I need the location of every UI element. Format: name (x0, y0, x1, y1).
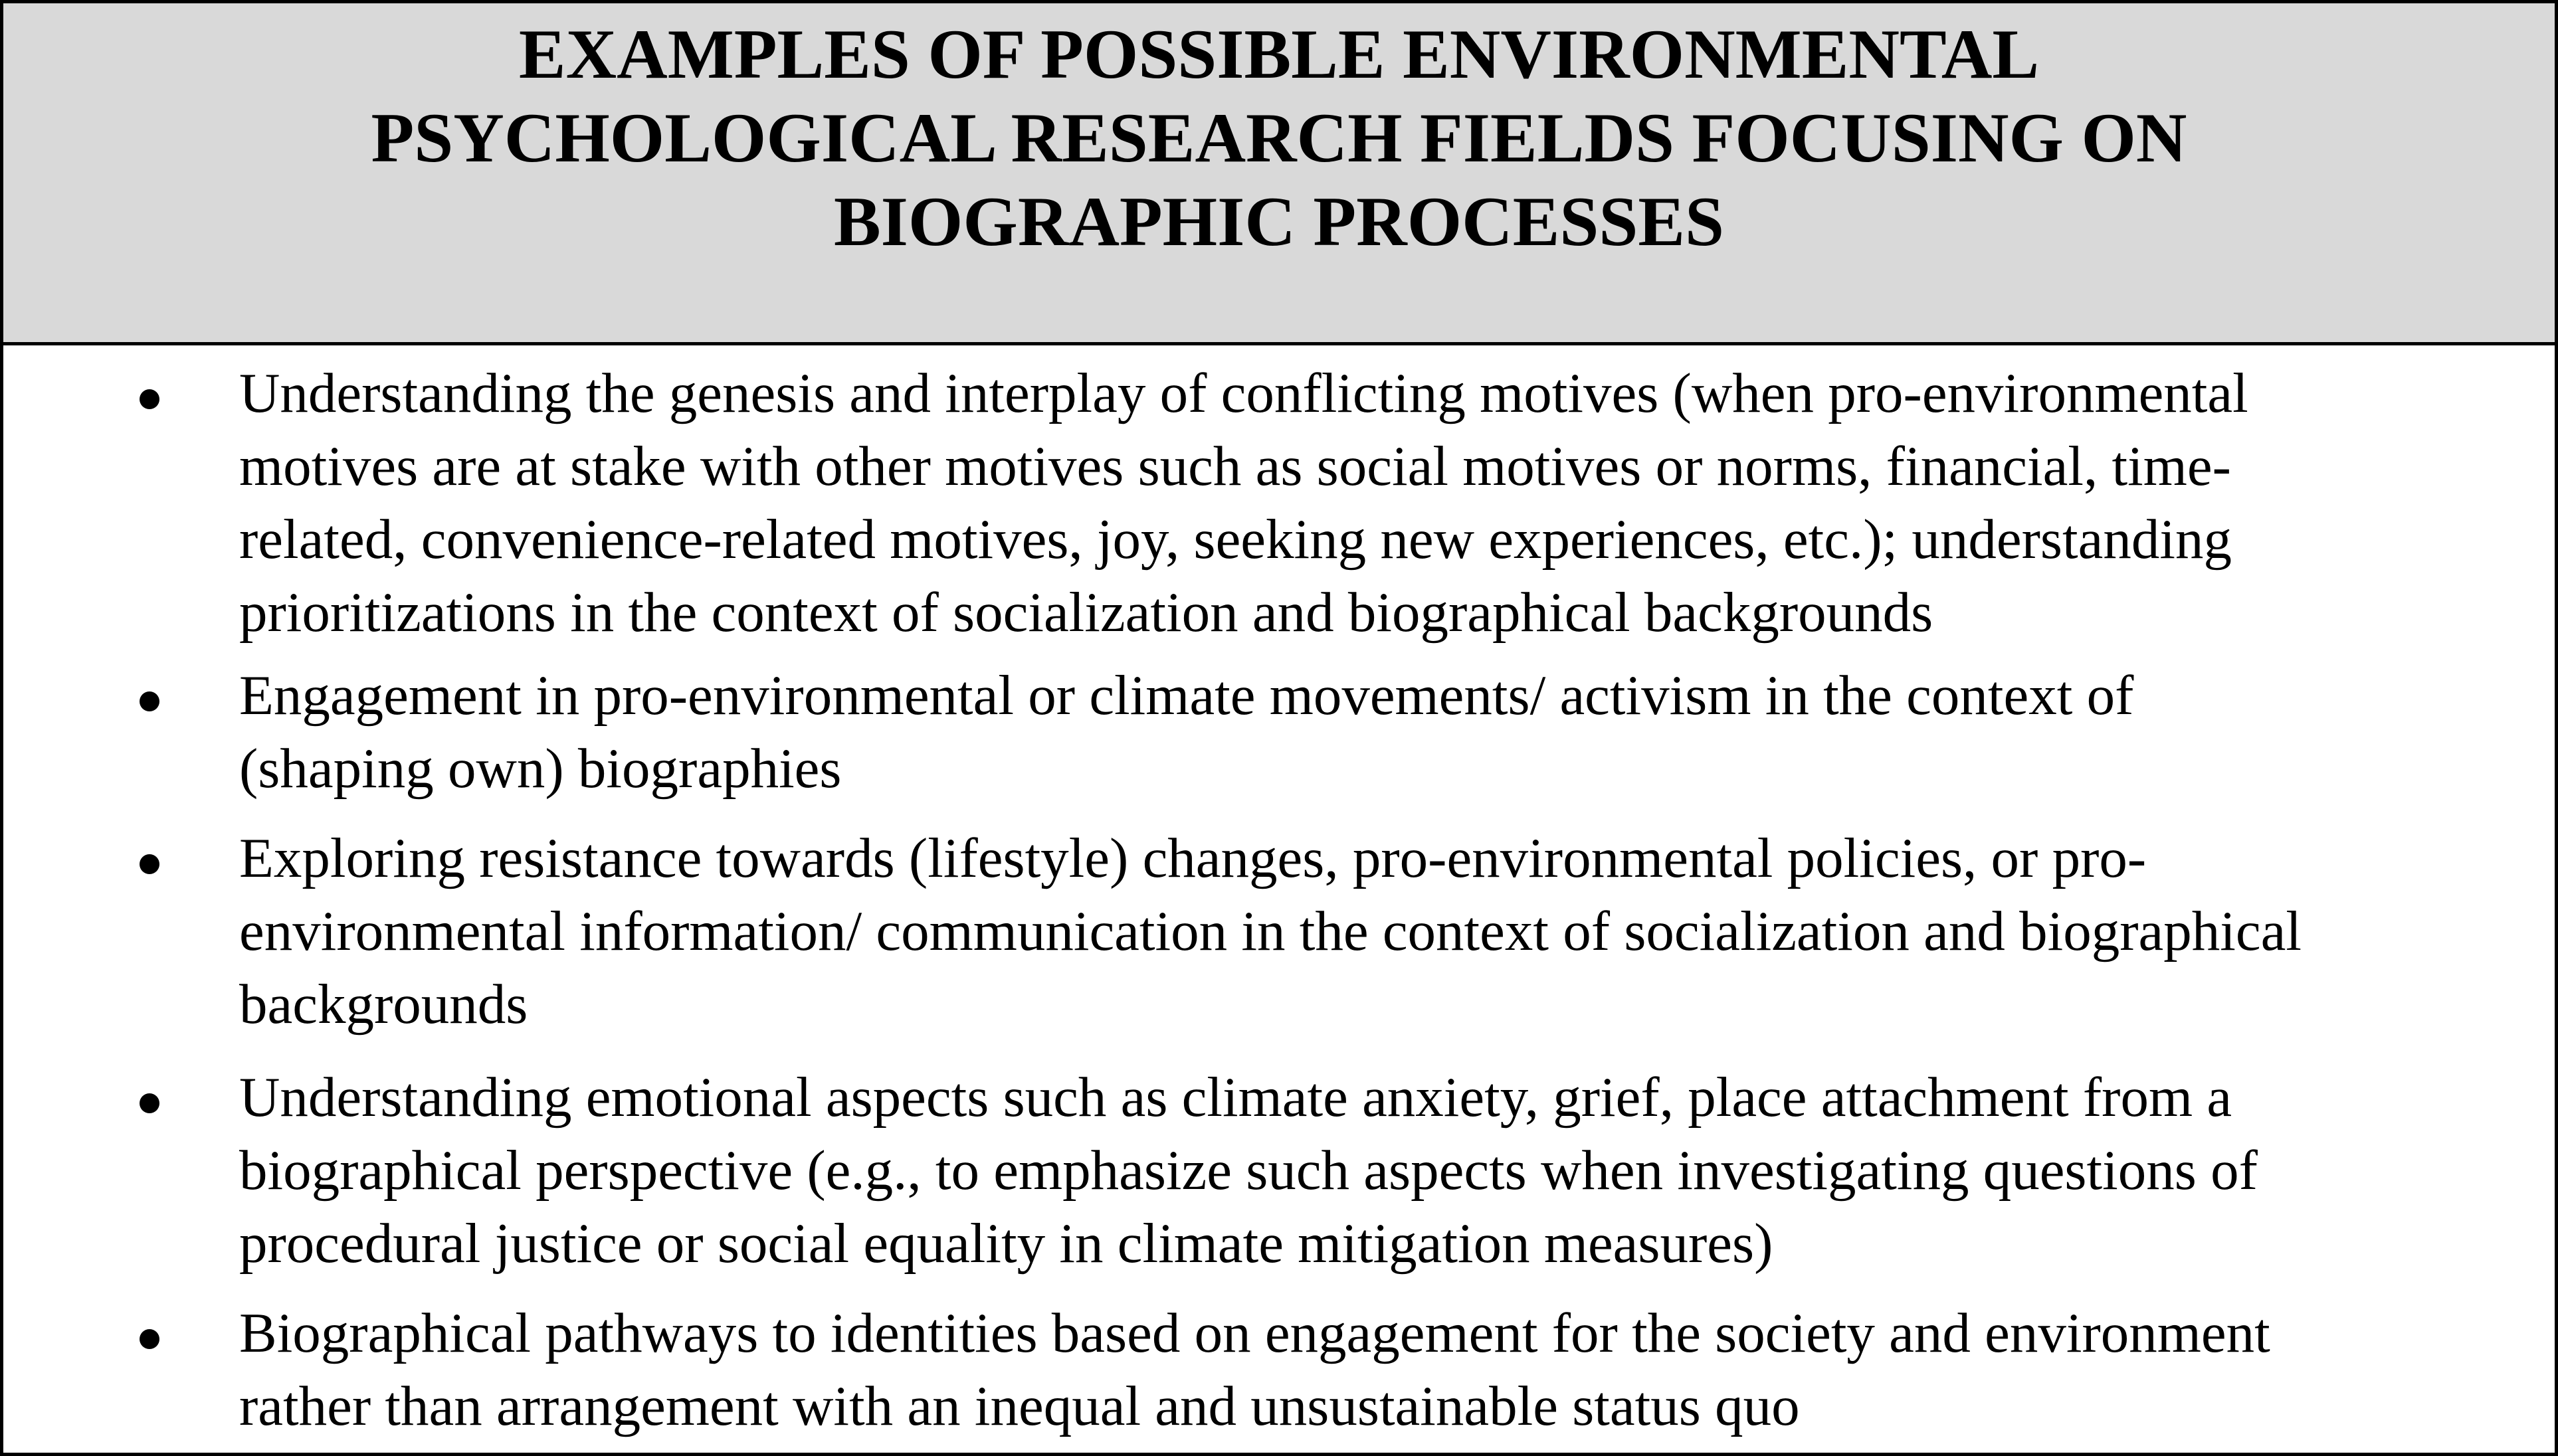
list-item-line: rather than arrangement with an inequal and unsustainable status quo (239, 1375, 1800, 1437)
title-line-1: EXAMPLES OF POSSIBLE ENVIRONMENTAL (518, 15, 2040, 93)
list-item-line: backgrounds (239, 973, 528, 1036)
list-item-line: Engagement in pro-environmental or climate movements/ activism in the context of (239, 664, 2134, 727)
list-item-line: Understanding the genesis and interplay of conflicting motives (when pro-environmental (239, 362, 2248, 424)
list-item-line: biographical perspective (e.g., to emphasize such aspects when investigating questions of (239, 1139, 2258, 1202)
list-item-line: prioritizations in the context of socialization and biographical backgrounds (239, 581, 1933, 644)
list-item-line: Understanding emotional aspects such as climate anxiety, grief, place attachment from a (239, 1066, 2232, 1129)
list-item-line: Exploring resistance towards (lifestyle) changes, pro-environmental policies, or pro- (239, 827, 2147, 889)
bullet-icon (140, 389, 159, 409)
list-item-line: procedural justice or social equality in climate mitigation measures) (239, 1212, 1773, 1275)
list-item-line: (shaping own) biographies (239, 737, 842, 800)
bullet-icon (140, 1329, 159, 1349)
list-item-line: environmental information/ communication in the context of socialization and biographical (239, 900, 2302, 962)
title-line-3: BIOGRAPHIC PROCESSES (833, 183, 1724, 260)
bullet-icon (140, 691, 159, 711)
bullet-icon (140, 854, 159, 874)
bullet-icon (140, 1093, 159, 1113)
research-field-list (3, 3, 2555, 1453)
list-item-line: related, convenience-related motives, joy, seeking new experiences, etc.); understanding (239, 508, 2232, 571)
list-item-line: motives are at stake with other motives such as social motives or norms, financial, time- (239, 435, 2231, 498)
title-line-2: PSYCHOLOGICAL RESEARCH FIELDS FOCUSING ON (371, 99, 2187, 177)
list-item-line: Biographical pathways to identities based on engagement for the society and environment (239, 1302, 2270, 1364)
